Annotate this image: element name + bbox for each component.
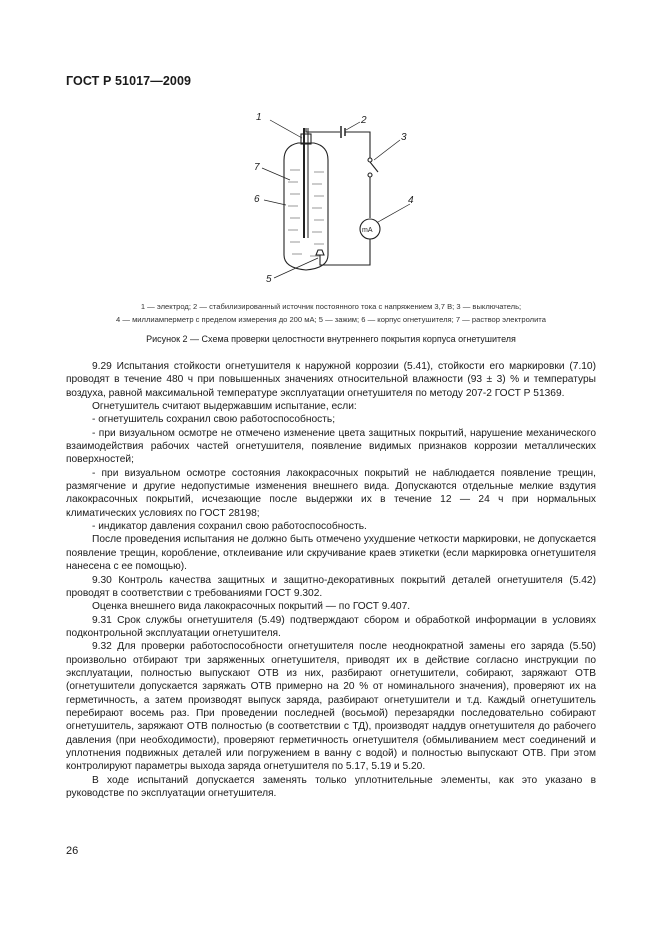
label-7: 7: [254, 162, 260, 173]
document-header: ГОСТ Р 51017—2009: [66, 74, 192, 88]
paragraph: Оценка внешнего вида лакокрасочных покрытий — по ГОСТ 9.407.: [92, 601, 411, 613]
test-circuit-figure: [0, 100, 661, 300]
electrolyte-fill: [288, 170, 324, 256]
paragraph: 9.29 Испытания стойкости огнетушителя к наружной коррозии (5.41), стойкости его маркировки (7.10) проводят в течение 480 ч при повышенных значениях относительной влажности (93 ± 3) % и температуры воздуха, равной максимальной температуре эксплуатации огнетушителя по методу 207-2 ГОСТ Р 51369.: [66, 361, 596, 399]
paragraph: - огнетушитель сохранил свою работоспособность;: [92, 414, 336, 426]
paragraph: - индикатор давления сохранил свою работоспособность.: [92, 521, 367, 533]
paragraph: Огнетушитель считают выдержавшим испытание, если:: [92, 401, 357, 413]
extinguisher-body: [284, 143, 328, 270]
label-3: 3: [401, 132, 407, 143]
paragraph: В ходе испытаний допускается заменять только уплотнительные элементы, как это указано в руководстве по эксплуатации огнетушителя.: [66, 774, 596, 799]
paragraph: - при визуальном осмотре не отмечено изменение цвета защитных покрытий, нарушение механического взаимодействия рабочих частей огнетушителя, появление видимых признаков коррозии металлических поверхностей;: [66, 427, 596, 466]
paragraph: 9.30 Контроль качества защитных и защитно-декоративных покрытий деталей огнетушителя (5.42) проводят в соответствии с требованиями ГОСТ 9.302.: [66, 574, 596, 599]
label-4: 4: [408, 195, 414, 206]
paragraph: 9.31 Срок службы огнетушителя (5.49) подтверждают сбором и обработкой информации в условиях подконтрольной эксплуатации огнетушителя.: [66, 614, 596, 639]
legend-line: 1 — электрод; 2 — стабилизированный источник постоянного тока с напряжением 3,7 В; 3 — выключатель;: [140, 302, 522, 311]
label-6: 6: [254, 194, 260, 205]
label-5: 5: [266, 274, 272, 285]
circuit-diagram: [0, 100, 661, 300]
page-number: 26: [66, 845, 79, 857]
wire-top: [306, 128, 340, 132]
paragraph: 9.32 Для проверки работоспособности огнетушителя после неоднократной замены его заряда (5.50) произвольно отбирают три заряженных огнетушителя, приводят их в действие согласно инструкции по эксплуатации, полностью выпускают ОТВ из них, разбирают огнетушители, собирают, заряжают ОТВ (огнетушители допускается заряжать ОТВ примерно на 20 % от номинального значения), проверяют их на герметичность, а затем производят выпуск заряда, разбирают огнетушители и т.д. Каждый огнетушитель перебирают восемь раз. При проведении последней (восьмой) перезарядки последовательно собирают огнетушитель, заряжают ОТВ полностью (в соответствии с ТД), производят наддув огнетушителя до рабочего давления (при необходимости), проверяют герметичность огнетушителя (обмыливанием мест соединений и уплотнения подвижных деталей или погружением в ванну с водой) и полностью выпускают ОТВ. При этом контролируют параметры выхода заряда огнетушителя по 5.17, 5.19 и 5.20.: [66, 641, 596, 773]
meter-label: mA: [362, 227, 373, 234]
paragraph: После проведения испытания не должно быть отмечено ухудшение четкости маркировки, не допускается появление трещин, коробление, отклеивание или скручивание краев этикетки (если маркировка огнетушителя нанесена с ее помощью).: [66, 534, 596, 573]
legend-line: 4 — миллиамперметр с пределом измерения до 200 мА; 5 — зажим; 6 — корпус огнетушителя; 7 — раствор электролита: [116, 315, 546, 324]
label-1: 1: [256, 112, 262, 123]
figure-legend: [66, 300, 596, 326]
figure-caption: Рисунок 2 — Схема проверки целостности внутреннего покрытия корпуса огнетушителя: [146, 334, 516, 344]
paragraph: - при визуальном осмотре состояния лакокрасочных покрытий не наблюдается появление трещин, размягчение и другие недопустимые изменения внешнего вида. Допускаются отдельные мелкие вздутия лакокрасочных покрытий, исчезающие после выдержки их в течение 12 — 24 ч при нормальных климатических условиях по ГОСТ 28198;: [66, 467, 596, 519]
switch: [368, 158, 372, 162]
clamp: [316, 250, 324, 255]
label-2: 2: [361, 115, 367, 126]
document-body: [66, 360, 596, 800]
